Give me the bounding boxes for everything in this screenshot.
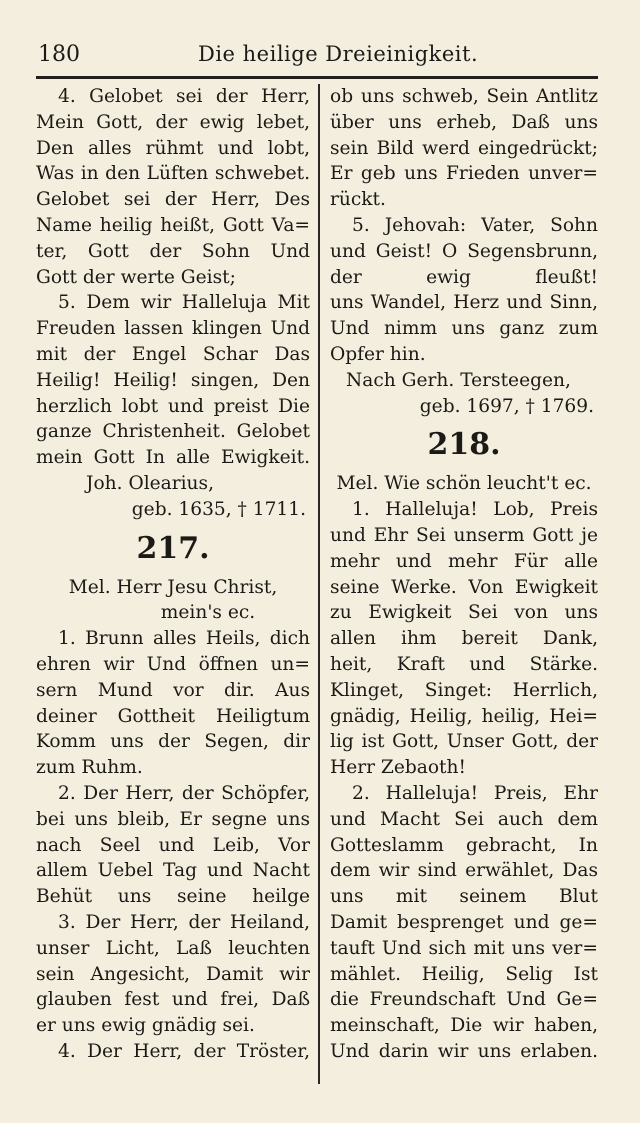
text-line: 2. Halleluja! Preis, Ehr: [352, 782, 598, 804]
text-line: rückt.: [330, 189, 386, 211]
text-line: Klinget, Singet: Herrlich,: [330, 679, 598, 701]
hymn-217-continuation: [330, 84, 598, 419]
text-line: meinschaft, Die wir haben,: [330, 1015, 598, 1037]
text-line: seine Werke. Von Ewigkeit: [330, 576, 598, 598]
text-line: 5. Jehovah: Vater, Sohn: [352, 214, 598, 236]
text-line: ehren wir Und öffnen un=: [36, 653, 310, 675]
text-line: Er geb uns Frieden unver=: [330, 163, 598, 185]
left-column: [36, 84, 310, 1065]
text-line: 1. Brunn alles Heils, dich: [58, 628, 310, 650]
hymn-218: [330, 471, 598, 1064]
text-line: zum Ruhm.: [36, 757, 143, 779]
header-rule: [36, 76, 598, 79]
text-line: mein Gott In alle Ewigkeit.: [36, 447, 310, 469]
page-header: [38, 38, 600, 72]
hymn-number-218: 218.: [427, 427, 501, 463]
text-line: Und darin wir uns erlaben.: [330, 1040, 598, 1062]
text-line: lig ist Gott, Unser Gott, der: [330, 731, 598, 753]
text-line: über uns erheb, Daß uns: [330, 111, 598, 133]
text-line: Damit besprenget und ge=: [330, 911, 598, 933]
text-line: die Freundschaft Und Ge=: [330, 989, 598, 1011]
text-line: Gott der werte Geist;: [36, 266, 236, 288]
text-line: sein Angesicht, Damit wir: [36, 963, 310, 985]
running-title: Die heilige Dreieinigkeit.: [198, 42, 479, 66]
text-line: 4. Gelobet sei der Herr,: [58, 86, 310, 107]
text-line: uns mit seinem Blut: [330, 886, 598, 908]
text-line: Name heilig heißt, Gott Va=: [36, 214, 310, 236]
text-line: deiner Gottheit Heiligtum: [36, 705, 310, 727]
text-line: herzlich lobt und preist Die: [36, 395, 310, 417]
text-line: Opfer hin.: [330, 343, 426, 365]
text-line: tauft Und sich mit uns ver=: [330, 937, 598, 959]
text-line: 4. Der Herr, der Tröster,: [58, 1040, 310, 1062]
right-column: [330, 84, 598, 1065]
text-line: heit, Kraft und Stärke.: [330, 653, 598, 675]
text-line: mit der Engel Schar Das: [36, 343, 310, 365]
hymn-216-continuation: [36, 84, 310, 523]
text-line: mehr und mehr Für alle: [330, 550, 598, 572]
column-divider: [318, 84, 320, 1084]
text-line: uns Wandel, Herz und Sinn,: [330, 292, 598, 314]
text-line: unser Licht, Laß leuchten: [36, 937, 310, 959]
author-dates: geb. 1635, † 1711.: [131, 498, 306, 520]
text-line: Und nimm uns ganz zum: [330, 318, 598, 340]
text-line: ob uns schweb, Sein Antlitz: [330, 86, 598, 107]
text-line: ganze Christenheit. Gelobet: [36, 421, 310, 443]
hymn-217: [36, 575, 310, 1065]
text-line: und Ehr Sei unserm Gott je: [330, 524, 598, 546]
text-line: Komm uns der Segen, dir: [36, 731, 310, 753]
text-line: allen ihm bereit Dank,: [330, 628, 598, 650]
text-line: ter, Gott der Sohn Und: [36, 240, 310, 262]
author-dates: geb. 1697, † 1769.: [419, 395, 594, 417]
text-line: zu Ewigkeit Sei von uns: [330, 602, 598, 624]
text-line: er uns ewig gnädig sei.: [36, 1015, 255, 1037]
melody-line: mein's ec.: [160, 602, 256, 624]
text-line: Gelobet sei der Herr, Des: [36, 189, 310, 211]
text-line: nach Seel und Leib, Vor: [36, 834, 310, 856]
melody-line: Mel. Wie schön leucht't ec.: [336, 473, 592, 495]
text-line: Den alles rühmt und lobt,: [36, 137, 310, 159]
text-line: 1. Halleluja! Lob, Preis: [352, 499, 598, 521]
text-line: dem wir sind erwählet, Das: [330, 860, 598, 882]
text-line: Heilig! Heilig! singen, Den: [36, 369, 310, 391]
text-line: gnädig, Heilig, heilig, Hei=: [330, 705, 598, 727]
author-attribution: Nach Gerh. Tersteegen,: [346, 369, 571, 391]
text-line: Gotteslamm gebracht, In: [330, 834, 598, 856]
page-number: 180: [38, 42, 80, 67]
text-line: glauben fest und frei, Daß: [36, 989, 310, 1011]
text-line: der ewig fleußt!: [330, 266, 598, 288]
author-attribution: Joh. Olearius,: [86, 472, 214, 494]
melody-line: Mel. Herr Jesu Christ,: [68, 576, 278, 598]
hymn-number-217: 217.: [136, 530, 210, 566]
text-line: Was in den Lüften schwebet.: [36, 163, 310, 185]
text-line: Behüt uns seine heilge: [36, 886, 310, 908]
text-line: Mein Gott, der ewig lebet,: [36, 111, 310, 133]
text-line: sein Bild werd eingedrückt;: [330, 137, 598, 159]
text-line: 2. Der Herr, der Schöpfer,: [58, 782, 310, 804]
text-line: und Macht Sei auch dem: [330, 808, 598, 830]
text-line: Herr Zebaoth!: [330, 757, 466, 779]
text-line: und Geist! O Segensbrunn,: [330, 240, 598, 262]
text-line: allem Uebel Tag und Nacht: [36, 860, 310, 882]
text-line: sern Mund vor dir. Aus: [36, 679, 310, 701]
text-line: 5. Dem wir Halleluja Mit: [58, 292, 310, 314]
text-line: mählet. Heilig, Selig Ist: [330, 963, 598, 985]
text-line: bei uns bleib, Er segne uns: [36, 808, 310, 830]
text-line: 3. Der Herr, der Heiland,: [58, 911, 310, 933]
text-line: Freuden lassen klingen Und: [36, 318, 310, 340]
